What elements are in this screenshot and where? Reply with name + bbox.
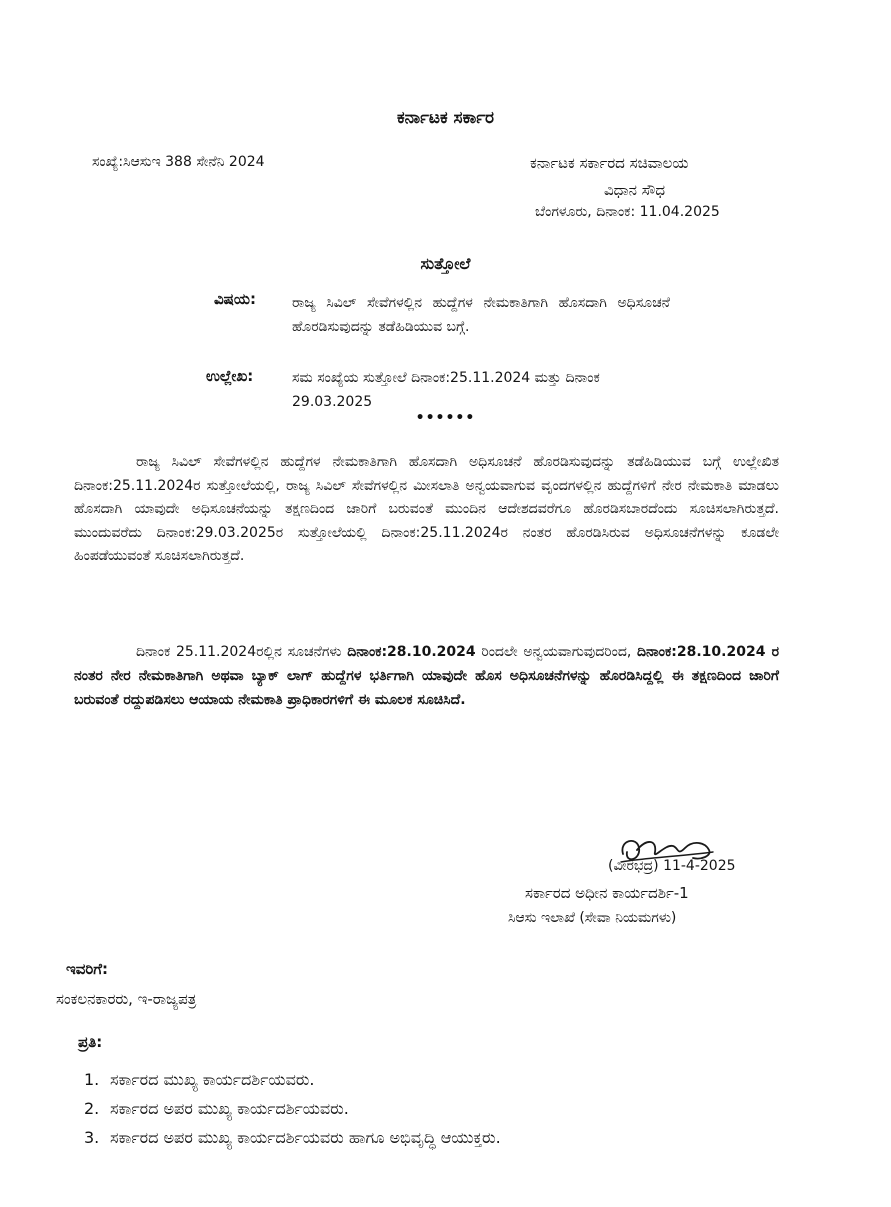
reference-number: ಸಂಖ್ಯೆ:ಸಿಆಸುಇ 388 ಸೇನೆನಿ 2024 [92,154,265,170]
para2-text-1: ದಿನಾಂಕ 25.11.2024ರಲ್ಲಿನ ಸೂಚನೆಗಳು [136,644,348,660]
list-item-text: ಸರ್ಕಾರದ ಅಪರ ಮುಖ್ಯ ಕಾರ್ಯದರ್ಶಿಯವರು. [110,1099,349,1118]
reference-label: ಉಲ್ಲೇಖ: [206,367,254,385]
list-item-number: 3. [84,1128,100,1147]
building-name: ವಿಧಾನ ಸೌಧ [604,181,666,199]
para2-bold-date: ದಿನಾಂಕ:28.10.2024 [347,644,476,660]
subject-label: ವಿಷಯ: [214,290,256,308]
subject-text: ರಾಜ್ಯ ಸಿವಿಲ್ ಸೇವೆಗಳಲ್ಲಿನ ಹುದ್ದೆಗಳ ನೇಮಕಾತಿಗಾಗಿ ಹೊಸದಾಗಿ ಅಧಿಸೂಚನೆ ಹೊರಡಿಸುವುದನ್ನು ತಡೆಹಿಡಿಯುವ ಬಗ್ಗೆ. [292,295,670,335]
separator-dots: •••••• [415,410,476,426]
para2-bold-instruction: ದಿನಾಂಕ:28.10.2024 ರ ನಂತರ ನೇರ ನೇಮಕಾತಿಗಾಗಿ ಅಥವಾ ಬ್ಯಾಕ್ ಲಾಗ್ ಹುದ್ದೆಗಳ ಭರ್ತಿಗಾಗಿ ಯಾವುದೇ ಹೊಸ ಅಧಿಸೂಚನೆಗಳನ್ನು ಹೊರಡಿಸಿದ್ದಲ್ಲಿ ಈ ತಕ್ಷಣದಿಂದ ಜಾರಿಗೆ ಬರುವಂತೆ ರದ್ದುಪಡಿಸಲು ಆಯಾಯ ನೇಮಕಾತಿ ಪ್ರಾಧಿಕಾರಗಳಿಗೆ ಈ ಮೂಲಕ ಸೂಚಿಸಿದೆ. [74,644,779,708]
list-item-number: 2. [84,1099,100,1118]
recipient-label: ಇವರಿಗೆ: [66,960,109,978]
list-item-text: ಸರ್ಕಾರದ ಅಪರ ಮುಖ್ಯ ಕಾರ್ಯದರ್ಶಿಯವರು ಹಾಗೂ ಅಭಿವೃದ್ಧಿ ಆಯುಕ್ತರು. [110,1128,501,1147]
body-paragraph-1: ರಾಜ್ಯ ಸಿವಿಲ್ ಸೇವೆಗಳಲ್ಲಿನ ಹುದ್ದೆಗಳ ನೇಮಕಾತಿಗಾಗಿ ಹೊಸದಾಗಿ ಅಧಿಸೂಚನೆ ಹೊರಡಿಸುವುದನ್ನು ತಡೆಹಿಡಿಯುವ ಬಗ್ಗೆ ಉಲ್ಲೇಖಿತ ದಿನಾಂಕ:25.11.2024ರ ಸುತ್ತೋಲೆಯಲ್ಲಿ, ರಾಜ್ಯ ಸಿವಿಲ್ ಸೇವೆಗಳಲ್ಲಿನ ಮೀಸಲಾತಿ ಅನ್ವಯವಾಗುವ ವೃಂದಗಳಲ್ಲಿನ ಹುದ್ದೆಗಳಿಗೆ ನೇರ ನೇಮಕಾತಿ ಮಾಡಲು ಹೊಸದಾಗಿ ಯಾವುದೇ ಅಧಿಸೂಚನೆಯನ್ನು ತಕ್ಷಣದಿಂದ ಜಾರಿಗೆ ಬರುವಂತೆ ಮುಂದಿನ ಆದೇಶದವರೆಗೂ ಹೊರಡಿಸಬಾರದೆಂದು ಸೂಚಿಸಲಾಗಿರುತ್ತದೆ. ಮುಂದುವರೆದು ದಿನಾಂಕ:29.03.2025ರ ಸುತ್ತೋಲೆಯಲ್ಲಿ ದಿನಾಂಕ:25.11.2024ರ ನಂತರ ಹೊರಡಿಸಿರುವ ಅಧಿಸೂಚನೆಗಳನ್ನು ಕೂಡಲೇ ಹಿಂಪಡೆಯುವಂತೆ ಸೂಚಿಸಲಾಗಿರುತ್ತದೆ. [74,454,779,564]
copy-label: ಪ್ರತಿ: [78,1033,103,1051]
secretariat-name: ಕರ್ನಾಟಕ ಸರ್ಕಾರದ ಸಚಿವಾಲಯ [530,154,689,172]
list-item [84,1099,501,1128]
signatory-name: (ವೀರಭದ್ರ) 11-4-2025 [608,858,736,874]
copy-list [84,1070,501,1157]
para2-text-2: ರಿಂದಲೇ ಅನ್ವಯವಾಗುವುದರಿಂದ, [475,644,638,660]
body-paragraph-2 [74,640,779,712]
government-title: ಕರ್ನಾಟಕ ಸರ್ಕಾರ [396,108,495,128]
signatory-designation: ಸರ್ಕಾರದ ಅಧೀನ ಕಾರ್ಯದರ್ಶಿ-1 [525,884,689,902]
signatory-department: ಸಿಆಸು ಇಲಾಖೆ (ಸೇವಾ ನಿಯಮಗಳು) [508,910,677,926]
list-item-text: ಸರ್ಕಾರದ ಮುಖ್ಯ ಕಾರ್ಯದರ್ಶಿಯವರು. [110,1070,315,1089]
list-item [84,1070,501,1099]
place-and-date: ಬೆಂಗಳೂರು, ದಿನಾಂಕ: 11.04.2025 [535,204,720,220]
recipient-value: ಸಂಕಲನಕಾರರು, ಇ-ರಾಜ್ಯಪತ್ರ [56,990,197,1008]
list-item [84,1128,501,1157]
list-item-number: 1. [84,1070,100,1089]
reference-text: ಸಮ ಸಂಖ್ಯೆಯ ಸುತ್ತೋಲೆ ದಿನಾಂಕ:25.11.2024 ಮತ್ತು ದಿನಾಂಕ 29.03.2025 [292,370,600,410]
circular-title: ಸುತ್ತೋಲೆ [420,254,471,273]
